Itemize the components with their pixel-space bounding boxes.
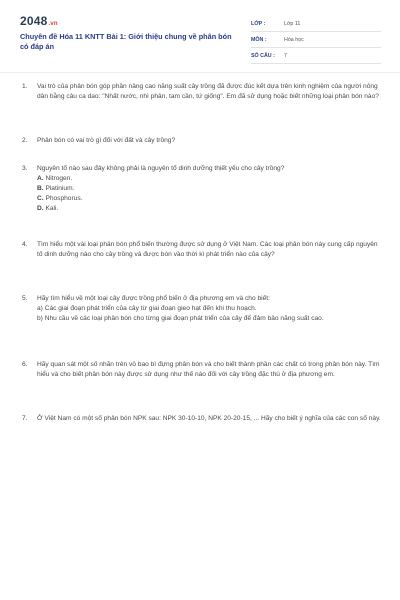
question-item bbox=[22, 360, 382, 380]
meta-row-question-count bbox=[251, 48, 381, 64]
question-item bbox=[22, 294, 382, 324]
answer-option bbox=[37, 194, 382, 204]
header-divider bbox=[0, 72, 400, 73]
logo-main: 2048 bbox=[20, 14, 48, 28]
option-text: Nitrogen. bbox=[45, 175, 73, 182]
question-text: Hãy tìm hiểu về một loại cây được trồng phổ biến ở địa phương em và cho biết: bbox=[37, 295, 270, 302]
meta-table bbox=[251, 16, 381, 64]
meta-value: Lớp 11 bbox=[284, 20, 301, 27]
question-number: 3. bbox=[22, 165, 28, 172]
option-letter: B. bbox=[37, 185, 44, 192]
question-text: Hãy quan sát một số nhãn trên vỏ bao bì đựng phân bón và cho biết thành phần các chất có trong phân bón này. Tìm hiểu và cho biết phân bón này được sử dụng như thế nào đối với cây trồng đặc thù ở địa phương em. bbox=[37, 361, 380, 378]
meta-key: LỚP : bbox=[251, 20, 266, 27]
meta-key: SỐ CÂU : bbox=[251, 52, 275, 59]
logo-suffix: .vn bbox=[48, 21, 58, 27]
question-text: Tìm hiểu một vài loại phân bón phổ biến thường được sử dụng ở Việt Nam. Các loại phân bón này cung cấp nguyên tố dinh dưỡng nào cho cây trồng và được bón vào thời kì phát triển nào của cây? bbox=[37, 241, 378, 258]
question-text: Nguyên tố nào sau đây không phải là nguyên tố dinh dưỡng thiết yếu cho cây trồng? bbox=[37, 165, 285, 172]
sub-question: b) Nhu cầu về các loại phân bón cho từng giai đoạn phát triển của cây để đảm bảo năng suất cao. bbox=[37, 315, 324, 322]
question-item bbox=[22, 136, 382, 146]
question-text: Vai trò của phân bón góp phần nâng cao năng suất cây trồng đã được đúc kết dựa trên kinh nghiệm của người nông dân bằng câu ca dao: "Nhất nước, nhì phân, tam cần, tứ giống". Em đã sử dụng hoặc biết những loại phân bón nào? bbox=[37, 83, 379, 100]
answer-option bbox=[37, 204, 382, 214]
meta-row-grade bbox=[251, 16, 381, 32]
document-header bbox=[0, 0, 400, 70]
meta-value: Hóa học bbox=[284, 36, 304, 43]
meta-value: 7 bbox=[284, 52, 287, 59]
question-text: Phân bón có vai trò gì đối với đất và cây trồng? bbox=[37, 137, 176, 144]
question-number: 6. bbox=[22, 361, 28, 368]
site-logo[interactable] bbox=[20, 14, 58, 28]
answer-option bbox=[37, 184, 382, 194]
question-item bbox=[22, 414, 382, 424]
document-title: Chuyên đề Hóa 11 KNTT Bài 1: Giới thiệu chung về phân bón có đáp án bbox=[20, 32, 232, 51]
answer-option bbox=[37, 174, 382, 184]
question-number: 2. bbox=[22, 137, 28, 144]
question-text: Ở Việt Nam có một số phân bón NPK sau: NPK 30-10-10, NPK 20-20-15, ... Hãy cho biết ý nghĩa của các con số này. bbox=[37, 415, 381, 422]
sub-question: a) Các giai đoạn phát triển của cây từ giai đoạn gieo hạt đến khi thu hoạch. bbox=[37, 305, 257, 312]
question-number: 1. bbox=[22, 83, 28, 90]
question-number: 7. bbox=[22, 415, 28, 422]
question-number: 4. bbox=[22, 241, 28, 248]
question-item bbox=[22, 164, 382, 214]
meta-row-subject bbox=[251, 32, 381, 48]
option-text: Phosphorus. bbox=[45, 195, 83, 202]
option-text: Kali. bbox=[45, 205, 59, 212]
option-letter: D. bbox=[37, 205, 44, 212]
option-letter: A. bbox=[37, 175, 44, 182]
question-item bbox=[22, 240, 382, 260]
option-text: Platinium. bbox=[45, 185, 75, 192]
option-letter: C. bbox=[37, 195, 44, 202]
meta-key: MÔN : bbox=[251, 36, 267, 43]
question-number: 5. bbox=[22, 295, 28, 302]
question-item bbox=[22, 82, 382, 102]
